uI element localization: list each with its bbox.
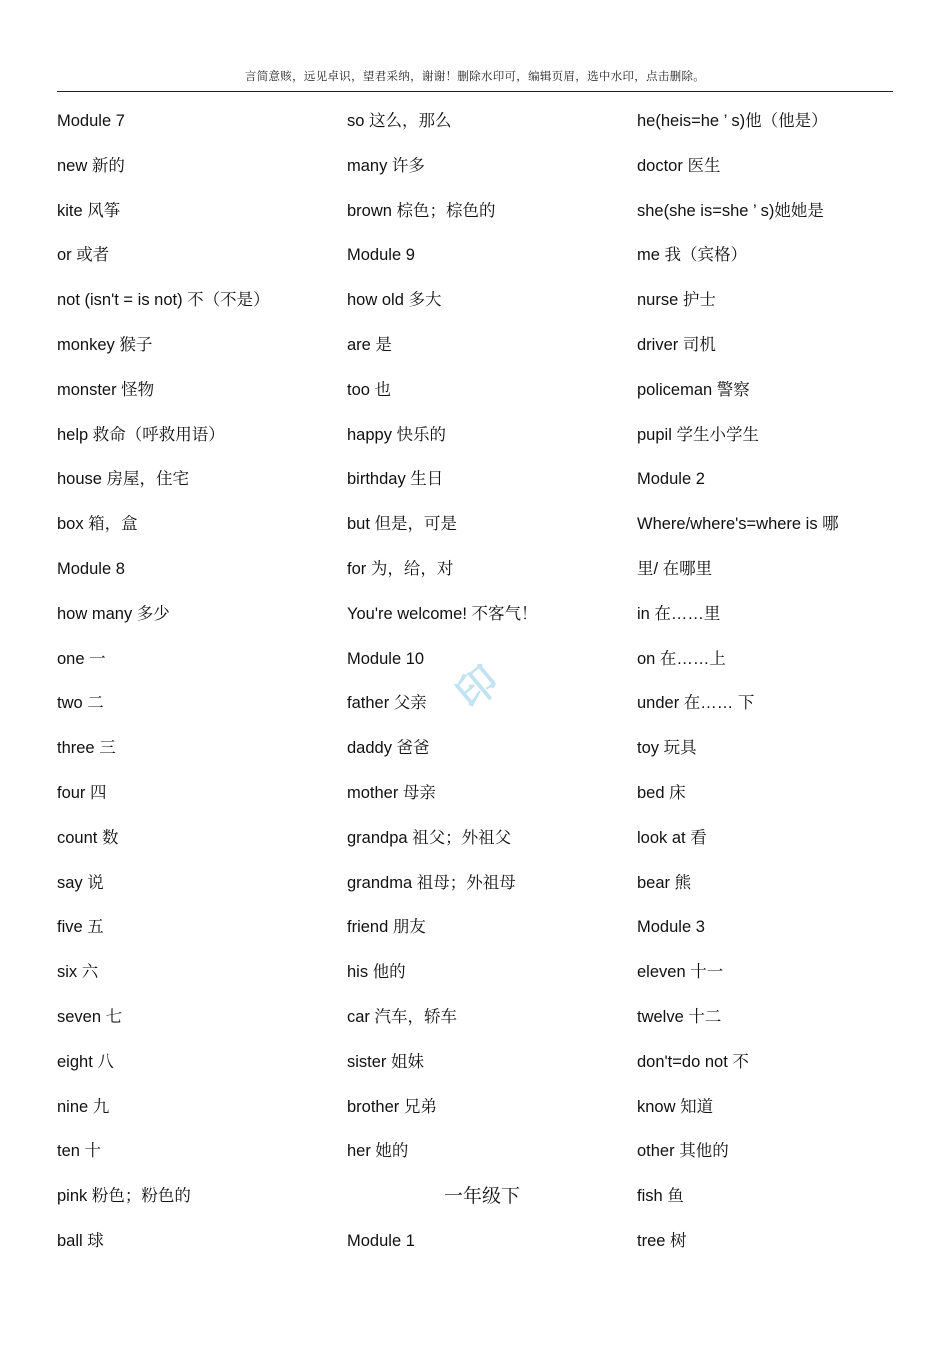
vocab-entry: ten 十: [57, 1142, 102, 1161]
vocab-entry: Module 2: [637, 470, 705, 489]
vocab-entry: under 在…… 下: [637, 694, 755, 713]
vocab-entry: many 许多: [347, 156, 425, 175]
vocab-entry: look at 看: [637, 828, 707, 847]
vocab-entry: pink 粉色；粉色的: [57, 1187, 191, 1206]
vocab-entry: in 在……里: [637, 604, 721, 623]
vocab-entry: twelve 十二: [637, 1007, 722, 1026]
vocab-entry: know 知道: [637, 1097, 714, 1116]
vocab-entry: Module 7: [57, 112, 125, 130]
vocab-entry: seven 七: [57, 1007, 123, 1026]
vocabulary-column-1: [57, 104, 327, 1269]
vocab-entry: so 这么，那么: [347, 112, 452, 130]
vocab-entry: policeman 警察: [637, 380, 750, 399]
vocab-entry: for 为，给，对: [347, 559, 454, 578]
vocab-entry: eleven 十一: [637, 963, 724, 982]
watermark-seal-icon: 印: [447, 657, 509, 719]
vocab-entry: doctor 医生: [637, 156, 721, 175]
vocab-entry: Where/where's=where is 哪: [637, 515, 839, 534]
vocab-entry: other 其他的: [637, 1142, 729, 1161]
vocab-entry: sister 姐妹: [347, 1052, 425, 1071]
vocab-entry: her 她的: [347, 1142, 409, 1161]
vocab-entry: two 二: [57, 694, 104, 713]
vocab-entry: he(heis=he ’ s)他（他是）: [637, 112, 828, 130]
vocab-entry: brother 兄弟: [347, 1097, 437, 1116]
vocab-entry: say 说: [57, 873, 104, 892]
vocab-entry: Module 3: [637, 918, 705, 937]
vocab-entry: pupil 学生小学生: [637, 425, 759, 444]
vocab-entry: mother 母亲: [347, 783, 436, 802]
vocab-entry: not (isn't = is not) 不（不是）: [57, 291, 270, 310]
vocab-entry: monster 怪物: [57, 380, 155, 399]
vocab-entry: Module 9: [347, 246, 415, 265]
vocab-entry: grandma 祖母；外祖母: [347, 873, 516, 892]
vocab-entry: Module 8: [57, 559, 125, 578]
vocab-entry: but 但是，可是: [347, 515, 458, 534]
vocab-entry: ball 球: [57, 1231, 104, 1250]
vocab-entry: father 父亲: [347, 694, 427, 713]
header-divider: [57, 91, 893, 92]
vocab-entry: daddy 爸爸: [347, 739, 430, 758]
vocab-entry: help 救命（呼救用语）: [57, 425, 225, 444]
vocab-entry: 里/ 在哪里: [637, 559, 713, 578]
vocab-entry: Module 10: [347, 649, 425, 668]
vocab-entry: fish 鱼: [637, 1187, 684, 1206]
vocab-entry: car 汽车，轿车: [347, 1007, 458, 1026]
vocab-entry: friend 朋友: [347, 918, 426, 937]
vocab-entry: You're welcome! 不客气！: [347, 604, 538, 623]
vocab-entry: nurse 护士: [637, 291, 716, 310]
vocab-entry: one 一: [57, 649, 106, 668]
vocab-entry: how old 多大: [347, 291, 442, 310]
vocab-entry: are 是: [347, 335, 392, 354]
header-note: 言简意赅，远见卓识，望君采纳，谢谢！删除水印可，编辑页眉，选中水印，点击删除。: [244, 69, 706, 83]
vocab-entry: too 也: [347, 380, 392, 399]
vocab-entry: or 或者: [57, 246, 110, 265]
vocab-entry: birthday 生日: [347, 470, 444, 489]
vocab-entry: grandpa 祖父；外祖父: [347, 828, 512, 847]
vocab-entry: tree 树: [637, 1231, 687, 1250]
vocab-entry: box 箱，盒: [57, 515, 138, 534]
vocab-entry: happy 快乐的: [347, 425, 447, 444]
vocab-entry: eight 八: [57, 1052, 114, 1071]
vocab-entry: monkey 猴子: [57, 335, 153, 354]
vocab-entry: me 我（宾格）: [637, 246, 748, 265]
vocab-entry: don't=do not 不: [637, 1052, 749, 1071]
vocab-entry: house 房屋，住宅: [57, 470, 190, 489]
vocab-entry: kite 风筝: [57, 201, 121, 220]
section-heading: 一年级下: [443, 1185, 520, 1208]
vocab-entry: new 新的: [57, 156, 125, 175]
vocab-entry: nine 九: [57, 1097, 110, 1116]
vocab-entry: bed 床: [637, 783, 686, 802]
vocab-entry: count 数: [57, 828, 119, 847]
vocab-entry: four 四: [57, 783, 107, 802]
vocab-entry: Module 1: [347, 1231, 415, 1250]
vocab-entry: how many 多少: [57, 604, 170, 623]
vocab-entry: toy 玩具: [637, 739, 697, 758]
vocab-entry: three 三: [57, 739, 116, 758]
vocab-entry: she(she is=she ’ s)她她是: [637, 201, 824, 220]
vocabulary-column-3: [637, 104, 895, 1269]
vocab-entry: five 五: [57, 918, 104, 937]
vocab-entry: brown 棕色；棕色的: [347, 201, 496, 220]
vocab-entry: six 六: [57, 963, 99, 982]
vocab-entry: his 他的: [347, 963, 406, 982]
vocab-entry: bear 熊: [637, 873, 692, 892]
vocab-entry: driver 司机: [637, 335, 716, 354]
vocab-entry: on 在……上: [637, 649, 726, 668]
